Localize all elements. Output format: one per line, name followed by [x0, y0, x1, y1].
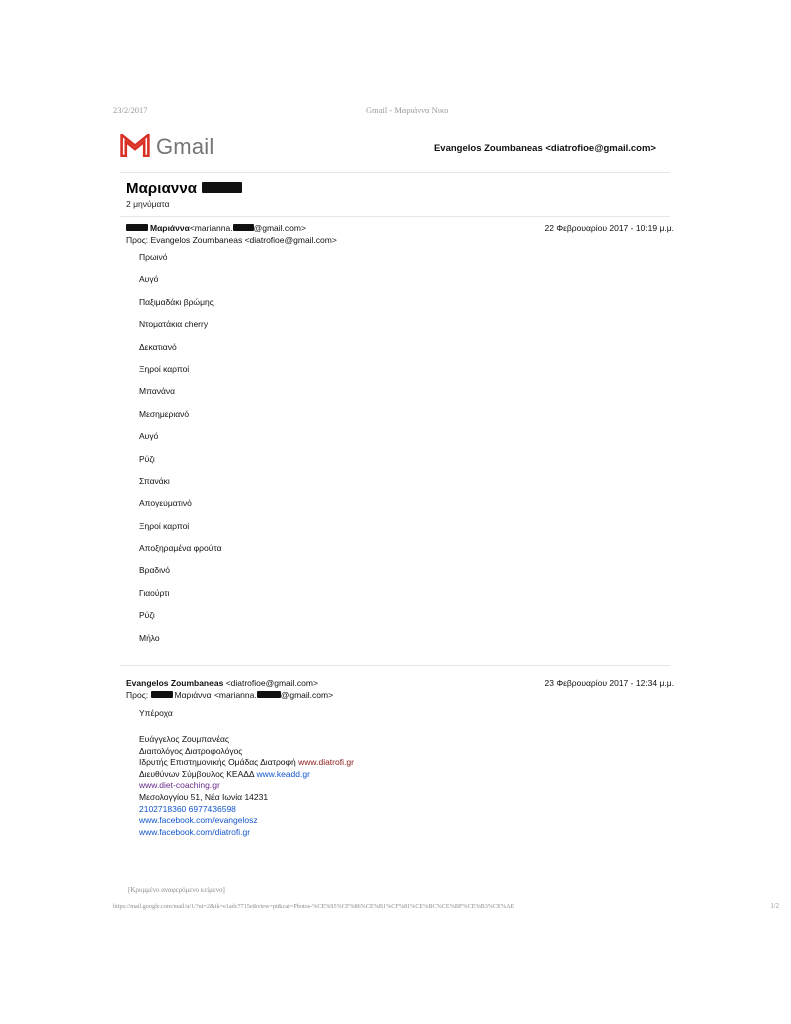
signature-director-text: Διευθύνων Σύμβουλος ΚΕΑΔΔ: [139, 768, 255, 779]
gmail-wordmark: Gmail: [156, 133, 215, 159]
message-2-to-row: [126, 690, 674, 702]
list-item: Πρωινό: [139, 252, 168, 262]
list-item: Παξιμαδάκι βρώμης: [139, 296, 214, 307]
print-header: [113, 105, 678, 117]
message-1-from-email-post: @gmail.com>: [253, 223, 306, 233]
list-item: Αποξηραμένα φρούτα: [139, 543, 222, 554]
message-1-from-row: [126, 223, 674, 235]
gmail-m-icon: [120, 134, 150, 157]
account-email: Evangelos Zoumbaneas <diatrofioe@gmail.com>: [433, 143, 656, 154]
message-1-from-email-pre: <marianna.: [189, 223, 233, 233]
message-2-date: 23 Φεβρουαρίου 2017 - 12:34 μ.μ.: [544, 678, 674, 688]
link-facebook-personal[interactable]: www.facebook.com/evangelosz: [139, 815, 258, 826]
redaction-bar-sender-prefix: [126, 224, 148, 231]
footer-url: https://mail.google.com/mail/u/1/?ui=2&ik=e1adc7715e&view=pt&cat=Photos-%CE%95%CF%86%CE%B1%CF%81%CE%BC%CE%BF%CE%B3%CE%AE: [113, 903, 515, 910]
list-item: Ξηροί καρποί: [139, 363, 190, 374]
divider-above-message-1: [120, 216, 670, 217]
link-facebook-page[interactable]: www.facebook.com/diatrofi.gr: [139, 826, 251, 837]
list-item: Απογευματινό: [139, 498, 192, 509]
message-1-to-label: Προς:: [126, 234, 149, 245]
list-item: Μεσημεριανό: [139, 408, 190, 419]
list-item: Μήλο: [139, 632, 160, 643]
reply-greeting: Υπέροχα: [139, 708, 173, 718]
divider-above-message-2: [120, 665, 670, 666]
link-keadd-gr[interactable]: www.keadd.gr: [256, 768, 310, 779]
message-count-label: 2 μηνύματα: [126, 199, 170, 210]
message-1-date: 22 Φεβρουαρίου 2017 - 10:19 μ.μ.: [544, 223, 674, 233]
signature-phones[interactable]: 2102718360 6977436598: [139, 803, 236, 814]
signature-director-line: [139, 769, 559, 781]
message-2-to-label: Προς:: [126, 689, 149, 700]
print-header-date: 23/2/2017: [113, 105, 148, 115]
message-2-to-email-post: @gmail.com>: [280, 689, 334, 700]
signature-founder-text: Ιδρυτής Επιστημονικής Ομάδας Διατροφή: [139, 757, 296, 768]
message-1-to-row: [126, 235, 674, 247]
signature-founder-line: [139, 757, 559, 769]
signature-name: Ευάγγελος Ζουμπανέας: [139, 734, 230, 744]
gmail-logo: [120, 134, 214, 157]
signature-address: Μεσολογγίου 51, Νέα Ιωνία 14231: [139, 791, 269, 802]
thread-subject-block: [126, 180, 526, 209]
list-item: Σπανάκι: [139, 475, 170, 486]
redaction-bar-sender-email: [233, 224, 254, 231]
signature-role: Διαιτολόγος Διατροφολόγος: [139, 745, 243, 756]
list-item: Αυγό: [139, 431, 159, 442]
gmail-brand-row: [113, 132, 678, 170]
list-item: Αυγό: [139, 274, 159, 285]
message-2-body: [139, 708, 559, 838]
signature-block: [139, 734, 559, 838]
list-item: Ρύζι: [139, 610, 155, 621]
list-item: Δεκατιανό: [139, 341, 177, 352]
message-2-from-row: [126, 678, 674, 690]
divider-top: [120, 172, 670, 173]
page-title: [126, 180, 526, 197]
message-header-2: [126, 678, 674, 701]
message-1-from-name: Μαριάννα: [150, 223, 190, 233]
message-header-1: [126, 223, 674, 246]
message-2-from-name: Evangelos Zoumbaneas: [126, 678, 224, 688]
hidden-text-note: [Κρυμμένο αναφερόμενο κείμενο]: [128, 886, 225, 894]
list-item: Γιαούρτι: [139, 587, 170, 598]
list-item: Ντοματάκια cherry: [139, 319, 209, 330]
redaction-bar-recipient-prefix: [151, 691, 173, 698]
message-1-body-list: [139, 252, 539, 655]
subject-text: Μαριαννα: [126, 180, 198, 197]
list-item: Βραδινό: [139, 565, 171, 576]
link-diet-coaching-gr[interactable]: www.diet-coaching.gr: [139, 780, 220, 791]
message-2-to-email-pre: <marianna.: [213, 689, 257, 700]
message-2-from-email: <diatrofioe@gmail.com>: [225, 678, 318, 688]
list-item: Μπανάνα: [139, 386, 176, 397]
link-diatrofi-gr[interactable]: www.diatrofi.gr: [298, 757, 354, 768]
message-2-to-name: Μαριάννα: [174, 689, 212, 700]
redaction-bar-recipient-email: [257, 691, 281, 698]
footer-page-number: 1/2: [770, 903, 779, 910]
list-item: Ρύζι: [139, 453, 155, 464]
message-1-to-value: Evangelos Zoumbaneas <diatrofioe@gmail.com>: [150, 234, 337, 245]
list-item: Ξηροί καρποί: [139, 520, 190, 531]
print-header-title: Gmail - Μαριάννα Νικο: [366, 105, 449, 115]
redaction-bar-subject: [202, 182, 242, 193]
